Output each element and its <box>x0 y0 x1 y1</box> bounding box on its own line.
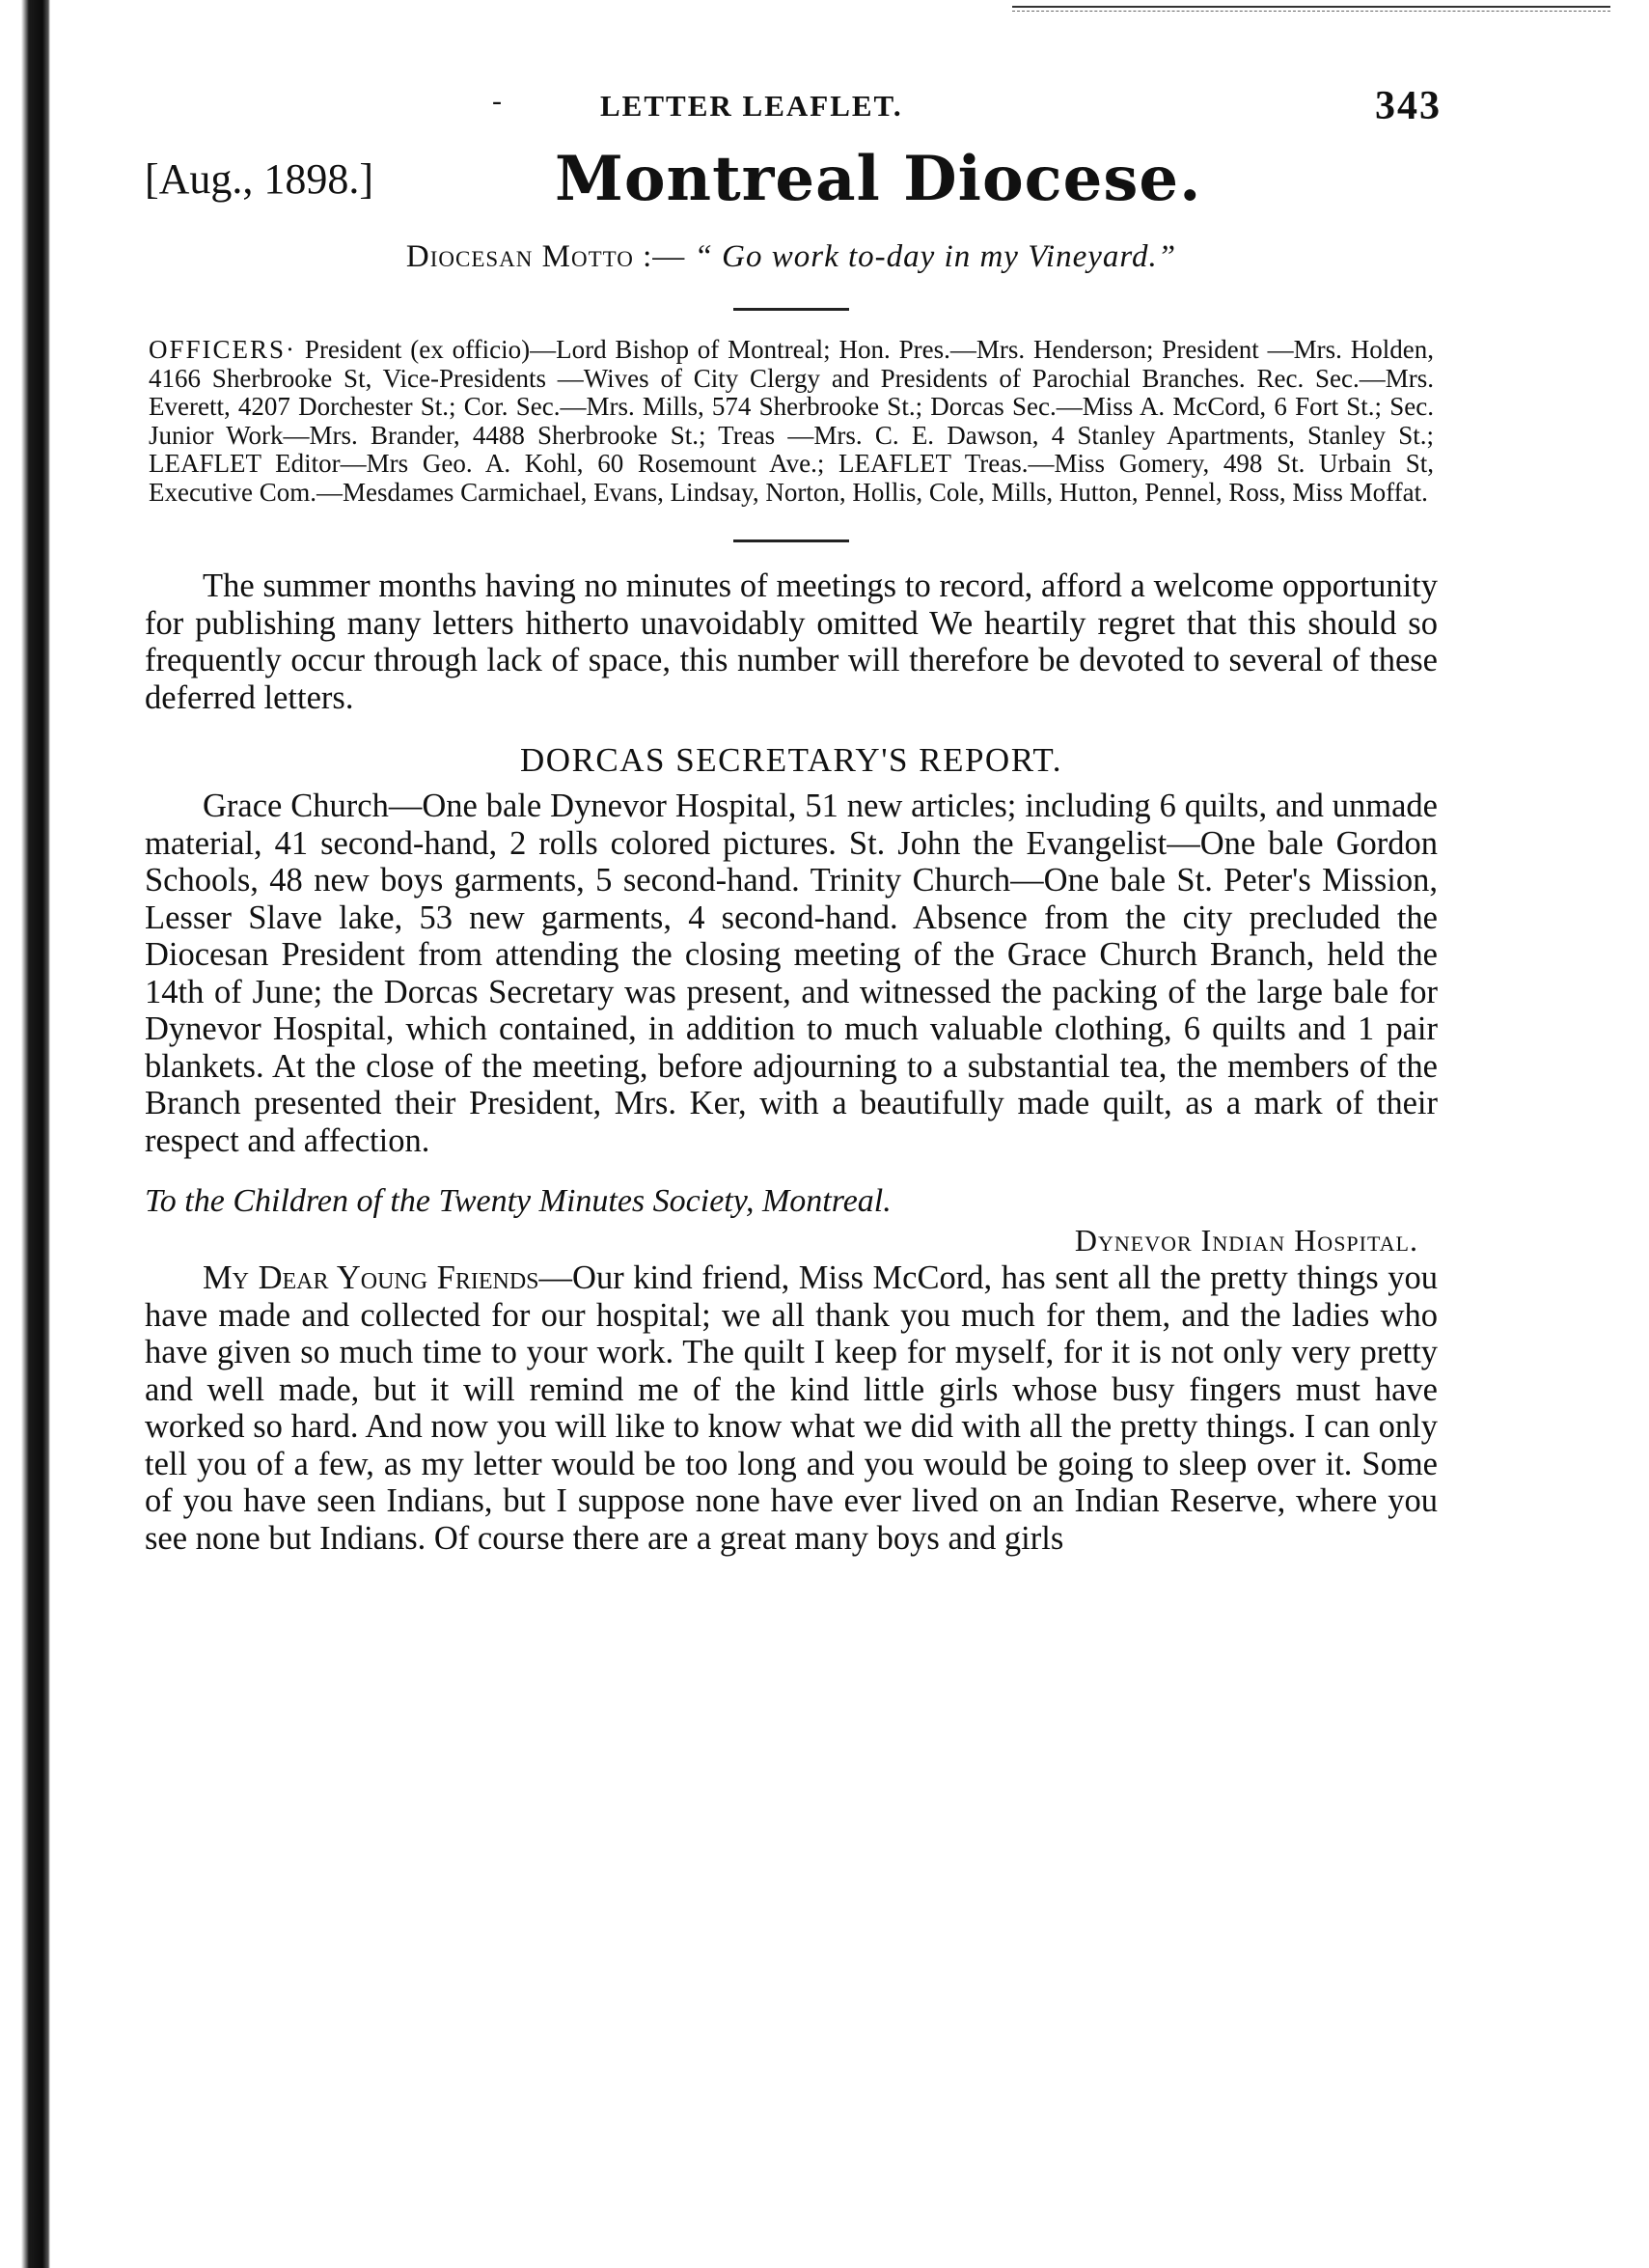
letter-text <box>145 1259 1438 1557</box>
issue-date: [Aug., 1898.] <box>145 155 374 203</box>
officers-list <box>145 336 1438 507</box>
running-head-dash: - <box>492 85 504 117</box>
intro-paragraph: The summer months having no minutes of meetings to record, afford a welcome opportunity for publishing many letters hitherto unavoidably omitted We heartily regret that this should so frequently occur through lack of space, this number will therefore be devoted to several of these deferred letters. <box>145 567 1438 716</box>
divider-rule <box>733 539 849 542</box>
dorcas-report-text: Grace Church—One bale Dynevor Hospital, 51 new articles; including 6 quilts, and unmade material, 41 second-hand, 2 rolls colored pictures. St. John the Evangelist—One bale Gordon Schools, 48 new boys garments, 5 second-hand. Trinity Church—One bale St. Peter's Mission, Lesser Slave lake, 53 new garments, 4 second-hand. Absence from the city precluded the Diocesan President from attending the closing meeting of the Grace Church Branch, held the 14th of June; the Dorcas Secretary was present, and witnessed the packing of the large bale for Dynevor Hospital, which contained, in addition to much valuable clothing, 6 quilts and 1 pair blankets. At the close of the meeting, before adjourning to a substantial tea, the members of the Branch presented their President, Mrs. Ker, with a beautifully made quilt, as a mark of their respect and affection. <box>145 788 1438 1159</box>
running-head-title: LETTER LEAFLET. <box>600 89 903 123</box>
page-number: 343 <box>1375 84 1442 128</box>
divider-rule <box>733 308 849 311</box>
officers-lead: OFFICERS· <box>149 335 297 364</box>
motto-text: “ Go work to-day in my Vineyard.” <box>694 239 1177 274</box>
top-edge-rule <box>1012 6 1610 12</box>
letter-salutation: My Dear Young Friends <box>203 1259 539 1296</box>
book-spine-shadow <box>0 0 50 2268</box>
letter-body: —Our kind friend, Miss McCord, has sent all the pretty things you have made and collected for our hospital; we all thank you much for them, and the ladies who have given so much time to your work. The quilt I keep for myself, for it is not only very pretty and well made, but it will remind me of the kind little girls whose busy fingers must have worked so hard. And now you will like to know what we did with all the pretty things. I can only tell you of a few, as my letter would be too long and you would be going to sleep over it. Some of you have seen Indians, but I suppose none have ever lived on an Indian Reserve, where you see none but Indians. Of course there are a great many boys and girls <box>145 1259 1439 1557</box>
running-head <box>145 75 1442 133</box>
diocesan-motto <box>145 239 1438 275</box>
motto-label: Diocesan Motto :— <box>405 239 686 274</box>
diocese-title: Montreal Diocese. <box>555 143 1202 215</box>
title-row <box>145 133 1438 239</box>
letter-place: Dynevor Indian Hospital. <box>1074 1223 1418 1258</box>
letter-addressee: To the Children of the Twenty Minutes Society, Montreal. <box>145 1183 892 1219</box>
officers-text: President (ex officio)—Lord Bishop of Montreal; Hon. Pres.—Mrs. Henderson; President —Mrs. Holden, 4166 Sherbrooke St, Vice-Presidents —Wives of City Clergy and Presidents of Parochial Branches. Rec. Sec.—Mrs. Everett, 4207 Dorchester St.; Cor. Sec.—Mrs. Mills, 574 Sherbrooke St.; Dorcas Sec.—Miss A. McCord, 6 Fort St.; Sec. Junior Work—Mrs. Brander, 4488 Sherbrooke St.; Treas —Mrs. C. E. Dawson, 4 Stanley Apartments, Stanley St.; LEAFLET Editor—Mrs Geo. A. Kohl, 60 Rosemount Ave.; LEAFLET Treas.—Miss Gomery, 498 St. Urbain St, Executive Com.—Mesdames Carmichael, Evans, Lindsay, Norton, Hollis, Cole, Mills, Hutton, Pennel, Ross, Miss Moffat. <box>149 335 1435 507</box>
dorcas-report-heading: DORCAS SECRETARY'S REPORT. <box>520 741 1062 779</box>
page <box>145 75 1442 1557</box>
